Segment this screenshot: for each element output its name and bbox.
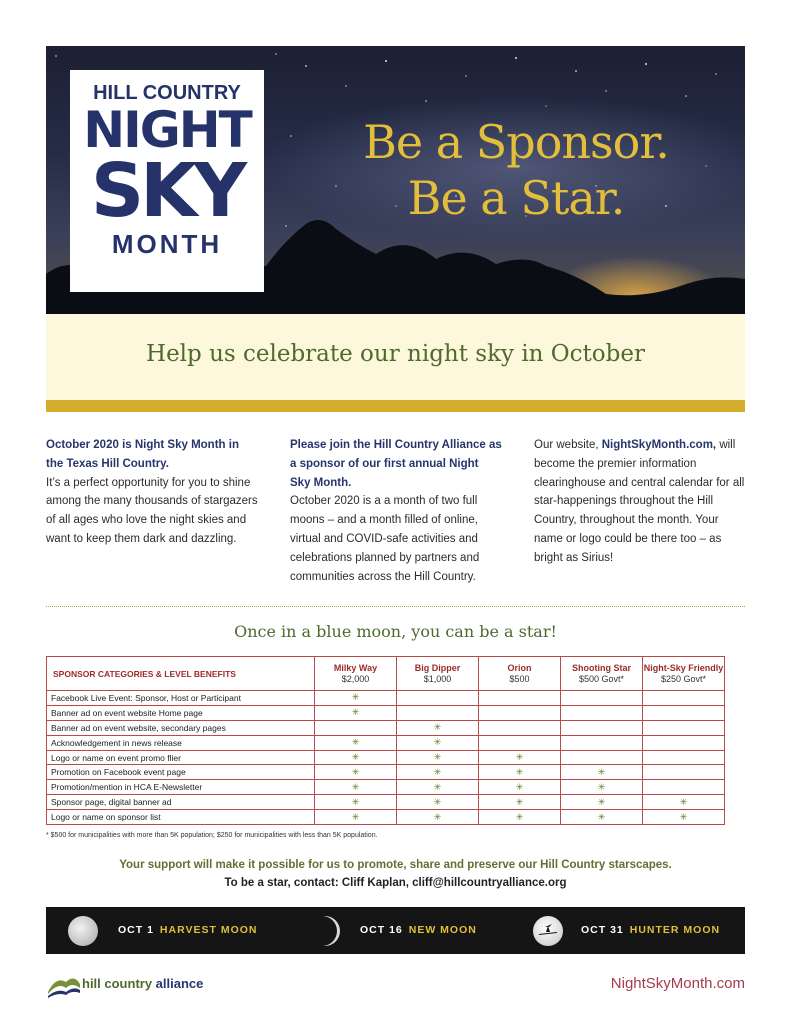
star-mark-icon: ✳ [351, 752, 360, 762]
moon-name: HARVEST MOON [159, 924, 258, 936]
moon-name: NEW MOON [408, 924, 477, 936]
star-mark-icon: ✳ [433, 811, 442, 822]
table-heading: Once in a blue moon, you can be a star! [234, 622, 557, 641]
benefit-cell [479, 691, 561, 706]
benefit-cell [479, 765, 561, 780]
level-header [479, 657, 561, 691]
moon-event-1 [118, 924, 258, 936]
benefit-cell [479, 750, 561, 765]
slogan-line2: Be a Star. [407, 171, 625, 225]
benefit-cell [315, 735, 397, 750]
star-mark-icon: ✳ [679, 796, 688, 807]
logo-line2: NIGHT [83, 101, 251, 159]
col3-pre: Our website, [534, 439, 602, 451]
star-mark-icon: ✳ [515, 811, 524, 822]
benefit-cell [561, 750, 643, 765]
star-mark-icon: ✳ [351, 781, 360, 792]
level-price: $500 [509, 674, 530, 684]
col2-heading: Please join the Hill Country Alliance as a sponsor of our first annual Night Sky Month. [290, 439, 502, 489]
witch-silhouette-icon [533, 916, 563, 946]
benefit-label: Promotion/mention in HCA E-Newsletter [47, 780, 315, 795]
star-mark-icon: ✳ [597, 796, 606, 807]
dotted-divider [46, 606, 745, 607]
benefit-cell [397, 720, 479, 735]
benefit-cell [397, 795, 479, 810]
star-mark-icon: ✳ [351, 766, 360, 777]
moon-calendar-bar [46, 907, 745, 954]
website-url[interactable]: NightSkyMonth.com [610, 975, 745, 992]
benefit-cell [479, 810, 561, 825]
star-mark-icon: ✳ [597, 766, 606, 777]
benefit-cell [643, 795, 725, 810]
hca-wordmark-part2: alliance [152, 976, 204, 991]
moon-date: OCT 1 [118, 924, 154, 936]
benefit-cell [315, 810, 397, 825]
moon-date: OCT 16 [360, 924, 403, 936]
level-price: $2,000 [341, 674, 370, 684]
logo-line4: MONTH [111, 229, 223, 259]
category-header: SPONSOR CATEGORIES & LEVEL BENEFITS [47, 657, 315, 691]
benefit-cell [561, 810, 643, 825]
level-name: Milky Way [333, 663, 378, 673]
intro-column-1 [46, 436, 258, 549]
benefit-rows [47, 691, 725, 825]
col1-text: It’s a perfect opportunity for you to shine among the many thousands of stargazers of all ages who love the night skies and want to keep them dark and dazzling. [46, 476, 258, 545]
benefit-label: Banner ad on event website, secondary pages [47, 720, 315, 735]
benefit-row [47, 705, 725, 720]
benefit-cell [397, 750, 479, 765]
benefit-cell [561, 705, 643, 720]
star-mark-icon: ✳ [433, 781, 442, 792]
benefit-cell [561, 691, 643, 706]
col1-heading: October 2020 is Night Sky Month in the Texas Hill Country. [46, 439, 239, 470]
benefit-cell [643, 705, 725, 720]
full-moon-icon [68, 916, 98, 946]
star-mark-icon: ✳ [433, 722, 442, 733]
night-sky-month-logo [70, 70, 264, 292]
website-link[interactable]: NightSkyMonth.com, [601, 439, 717, 451]
benefit-row [47, 750, 725, 765]
level-header [315, 657, 397, 691]
level-name: Shooting Star [572, 663, 631, 673]
benefit-cell [397, 810, 479, 825]
logo-line3: SKY [90, 148, 244, 234]
level-header [397, 657, 479, 691]
benefit-label: Logo or name on event promo flier [47, 750, 315, 765]
benefit-cell [561, 795, 643, 810]
benefit-cell [479, 720, 561, 735]
benefit-label: Facebook Live Event: Sponsor, Host or Participant [47, 691, 315, 706]
benefit-cell [397, 691, 479, 706]
benefit-cell [397, 735, 479, 750]
benefit-cell [643, 810, 725, 825]
benefit-cell [315, 795, 397, 810]
benefit-cell [315, 765, 397, 780]
benefit-row [47, 691, 725, 706]
star-mark-icon: ✳ [597, 781, 606, 792]
benefit-cell [643, 691, 725, 706]
benefit-cell [479, 735, 561, 750]
level-price: $1,000 [423, 674, 452, 684]
table-header-row [47, 657, 725, 691]
gold-divider [46, 400, 745, 412]
level-price: $500 Govt* [578, 674, 625, 684]
benefit-cell [397, 765, 479, 780]
benefit-label: Promotion on Facebook event page [47, 765, 315, 780]
benefit-label: Banner ad on event website Home page [47, 705, 315, 720]
benefit-cell [643, 780, 725, 795]
star-mark-icon: ✳ [351, 737, 360, 748]
hca-wordmark-part1: hill country [82, 976, 153, 991]
star-mark-icon: ✳ [515, 781, 524, 792]
level-price: $250 Govt* [660, 674, 707, 684]
table-footnote: * $500 for municipalities with more than 5K population; $250 for municipalities with less than 5K population. [46, 832, 378, 839]
benefit-label: Acknowledgement in news release [47, 735, 315, 750]
logo-line1: HILL COUNTRY [93, 82, 241, 104]
star-mark-icon: ✳ [433, 737, 442, 748]
intro-column-3 [534, 436, 746, 568]
col2-text: October 2020 is a a month of two full moons – and a month filled of online, virtual and COVID-safe activities and celebrations planned by partners and communities across the Hill Country. [290, 495, 480, 583]
benefit-row [47, 765, 725, 780]
star-mark-icon: ✳ [679, 811, 688, 822]
benefit-cell [315, 780, 397, 795]
banner-title: Help us celebrate our night sky in October [146, 341, 645, 367]
benefit-cell [643, 765, 725, 780]
benefit-row [47, 810, 725, 825]
benefit-cell [479, 795, 561, 810]
benefit-cell [643, 750, 725, 765]
star-mark-icon: ✳ [515, 766, 524, 777]
contact-line: To be a star, contact: Cliff Kaplan, cliff@hillcountryalliance.org [224, 877, 567, 889]
benefit-cell [315, 705, 397, 720]
slogan [316, 114, 716, 226]
benefit-cell [643, 720, 725, 735]
moon-event-2 [360, 924, 477, 936]
level-header [561, 657, 643, 691]
benefit-label: Logo or name on sponsor list [47, 810, 315, 825]
level-name: Orion [507, 663, 532, 673]
benefit-cell [561, 720, 643, 735]
hill-country-alliance-logo-icon [46, 970, 82, 1000]
star-mark-icon: ✳ [515, 796, 524, 807]
celebrate-banner [46, 314, 745, 400]
benefit-cell [561, 780, 643, 795]
col3-text: will become the premier information clearinghouse and central calendar for all star-happenings throughout the Hill Country, throughout the month. Your name or logo could be there too – as bright as Sirius! [534, 439, 745, 564]
hunter-moon-witch-icon [533, 916, 563, 946]
star-mark-icon: ✳ [351, 692, 360, 703]
star-mark-icon: ✳ [597, 811, 606, 822]
moon-date: OCT 31 [581, 924, 624, 936]
benefit-row [47, 780, 725, 795]
benefit-row [47, 720, 725, 735]
benefit-cell [315, 750, 397, 765]
moon-event-3 [581, 924, 720, 936]
hca-wordmark [82, 976, 203, 991]
benefit-cell [397, 780, 479, 795]
star-mark-icon: ✳ [351, 796, 360, 807]
benefit-cell [397, 705, 479, 720]
star-mark-icon: ✳ [433, 766, 442, 777]
star-mark-icon: ✳ [515, 752, 524, 762]
benefit-label: Sponsor page, digital banner ad [47, 795, 315, 810]
star-mark-icon: ✳ [351, 707, 360, 718]
benefit-row [47, 735, 725, 750]
slogan-line1: Be a Sponsor. [363, 115, 669, 169]
benefit-cell [561, 765, 643, 780]
hero-banner [46, 46, 745, 314]
level-name: Big Dipper [414, 663, 461, 673]
benefit-cell [643, 735, 725, 750]
level-name: Night-Sky Friendly [643, 663, 724, 673]
sponsor-benefits-table [46, 656, 725, 825]
star-mark-icon: ✳ [433, 796, 442, 807]
new-moon-icon [310, 916, 340, 946]
level-header [643, 657, 725, 691]
star-mark-icon: ✳ [433, 752, 442, 762]
intro-column-2 [290, 436, 502, 586]
benefit-cell [479, 705, 561, 720]
star-mark-icon: ✳ [351, 811, 360, 822]
benefit-cell [479, 780, 561, 795]
benefit-cell [315, 691, 397, 706]
moon-name: HUNTER MOON [629, 924, 721, 936]
benefit-row [47, 795, 725, 810]
benefit-cell [561, 735, 643, 750]
support-statement: Your support will make it possible for us to promote, share and preserve our Hill Country starscapes. [119, 859, 672, 871]
benefit-cell [315, 720, 397, 735]
